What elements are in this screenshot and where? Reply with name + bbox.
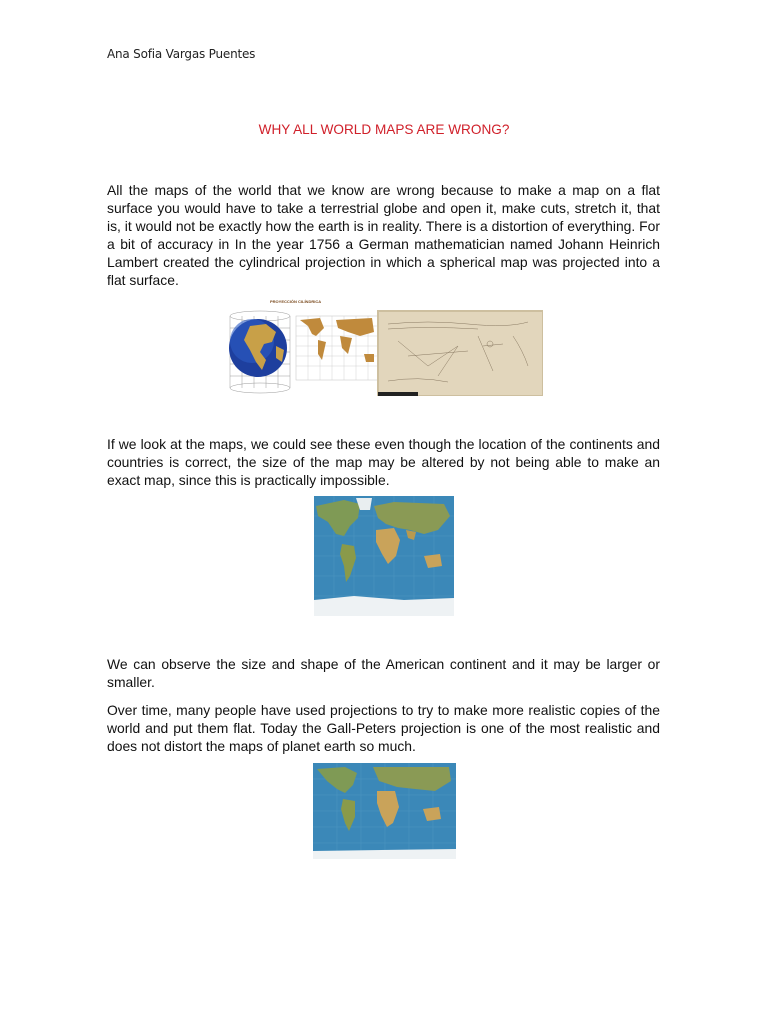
author-name: Ana Sofia Vargas Puentes xyxy=(107,47,256,61)
figure-cylindrical-projection xyxy=(228,296,543,396)
figure-mercator-map xyxy=(314,496,454,616)
paragraph-continents: If we look at the maps, we could see these even though the location of the continents and countries is correct, the size of the map may be altered by not being able to make an exact map, since this is practically impossible. xyxy=(107,436,660,488)
paragraph-american-continent: We can observe the size and shape of the American continent and it may be larger or smaller. xyxy=(107,656,660,690)
paragraph-intro: All the maps of the world that we know are wrong because to make a map on a flat surface you would have to take a terrestrial globe and open it, make cuts, stretch it, that is, it would not be exactly how the earth is in reality. There is a distortion of everything. For a bit of accuracy in In the year 1756 a German mathematician named Johann Heinrich Lambert created the cylindrical projection in which a spherical map was projected into a flat surface. xyxy=(107,182,660,288)
paragraph-gall-peters: Over time, many people have used projections to try to make more realistic copies of the world and put them flat. Today the Gall-Peters projection is one of the most realistic and does not distort the maps of planet earth so much. xyxy=(107,702,660,754)
manuscript-image xyxy=(378,311,543,396)
figure-gall-peters-map xyxy=(313,763,456,859)
figure-caption: PROYECCIÓN CILÍNDRICA xyxy=(270,299,322,304)
document-title: WHY ALL WORLD MAPS ARE WRONG? xyxy=(258,122,510,137)
